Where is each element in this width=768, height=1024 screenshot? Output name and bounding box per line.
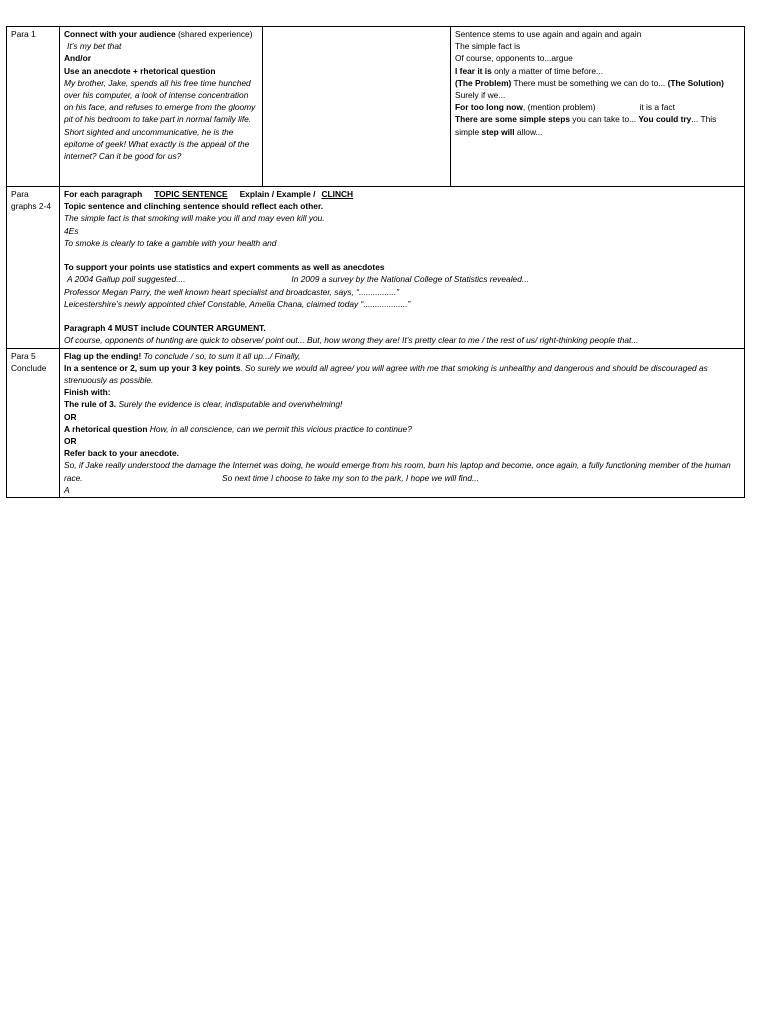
para1-empty-cell [263,27,451,187]
support-heading: To support your points use statistics and expert comments as well as anecdotes [64,262,385,273]
clinch-label: CLINCH [321,189,354,199]
next-time-example: So next time I choose to take my son to the park, I hope we will find... [222,472,479,483]
stem-problem-bold: (The Problem) [455,77,512,88]
rule-of-three-example: Surely the evidence is clear, indisputable and overwhelming! [116,399,343,410]
stem-too-long-rest: , (mention problem) [522,102,596,113]
table-row-para2-4 [7,187,745,349]
stem-simple-steps-bold: There are some simple steps [455,114,570,125]
sum-heading: In a sentence or 2, sum up your 3 key points [64,362,241,373]
topic-sentence-label: TOPIC SENTENCE [154,189,228,199]
stem-problem-rest: There must be something we can do to... [511,77,666,88]
a-line: A [64,484,70,495]
stem-fear-rest: only a matter of time before... [491,65,604,76]
each-paragraph-label: For each paragraph [64,189,143,199]
row-label-para5: Para 5 Conclude [7,348,60,497]
rhetorical-question-example: How, in all conscience, can we permit this vicious practice to continue? [147,423,412,434]
stem-fact: it is a fact [639,102,675,113]
rule-of-three-heading: The rule of 3. [64,399,117,410]
stem-too-long-bold: For too long now [455,102,523,113]
rhetorical-question-heading: A rhetorical question [64,423,148,434]
row-label-para2-4: Para graphs 2-4 [7,187,60,349]
stem-solution-rest: Surely if we... [455,90,506,101]
or-label-2: OR [64,436,77,447]
college-example: In 2009 a survey by the National College of Statistics revealed... [291,274,529,285]
table-row-para1 [7,27,745,187]
reflect-heading: Topic sentence and clinching sentence should reflect each other. [64,201,324,212]
table-row-para5 [7,348,745,497]
sentence-stems-cell [451,27,745,187]
essay-plan-table [6,26,745,498]
jake-example: So, if Jake really understood the damage the Internet was doing, he would emerge from his room, burn his laptop and become, once again, a fully functioning member of the human race. [64,460,731,483]
smoking-example: The simple fact is that smoking will make you ill and may even kill you. [64,213,325,224]
stem-fear-bold: I fear it is [455,65,492,76]
counter-heading: Paragraph 4 MUST include COUNTER ARGUMENT. [64,323,266,334]
refer-back-heading: Refer back to your anecdote. [64,448,179,459]
connect-note: (shared experience) [175,29,253,39]
para1-guidance-cell [60,27,263,187]
para2-4-guidance-cell [60,187,745,349]
flag-heading: Flag up the ending! [64,350,142,361]
flag-examples: To conclude / so, to sum it all up.../ Finally, [141,350,301,361]
explain-example-label: Explain / Example / [239,189,316,199]
stem-of-course: Of course, opponents to...argue [455,53,573,64]
sum-example: . So surely we would all agree/ you will agree with me that smoking is unhealthy and dangerous and should be discouraged as strenuously as possible. [64,362,708,386]
stem-simple-steps-rest: you can take to... [569,114,637,125]
bet-line: It’s my bet that [67,41,122,52]
row-label-para1: Para 1 [7,27,60,187]
para5-guidance-cell [60,348,745,497]
stem-step-will-bold: step will [481,126,515,137]
parry-example: Professor Megan Parry, the well known heart specialist and broadcaster, says, “................” [64,286,399,297]
four-es-label: 4Es [64,225,79,236]
connect-heading: Connect with your audience [64,29,176,39]
chana-example: Leicestershire’s newly appointed chief Constable, Amelia Chana, claimed today “...................” [64,298,411,309]
gamble-example: To smoke is clearly to take a gamble with your health and [64,237,277,248]
stem-step-will-rest: allow... [514,126,543,137]
anecdote-example: My brother, Jake, spends all his free time hunched over his computer, a look of intense concentration on his face, and refuses to emerge from the gloomy pit of his bedroom to take part in normal family life. Short sighted and uncommunicative, he is the epitome of geek! What exactly is the appeal of the internet? Can it be good for us? [64,77,256,162]
stem-could-try-rest: ... This simple [455,114,717,137]
or-label-1: OR [64,411,77,422]
andor-label: And/or [64,53,91,64]
stem-could-try-bold: You could try [638,114,692,125]
stem-solution-bold: (The Solution) [667,77,724,88]
gallup-example: A 2004 Gallup poll suggested.... [67,274,186,285]
finish-with-label: Finish with: [64,387,111,398]
counter-example: Of course, opponents of hunting are quick to observe/ point out... But, how wrong they are! It’s pretty clear to me / the rest of us/ right-thinking people that... [64,335,639,346]
stem-simple-fact: The simple fact is [455,41,521,52]
stems-heading: Sentence stems to use again and again and again [455,29,642,39]
anecdote-heading: Use an anecdote + rhetorical question [64,65,216,76]
